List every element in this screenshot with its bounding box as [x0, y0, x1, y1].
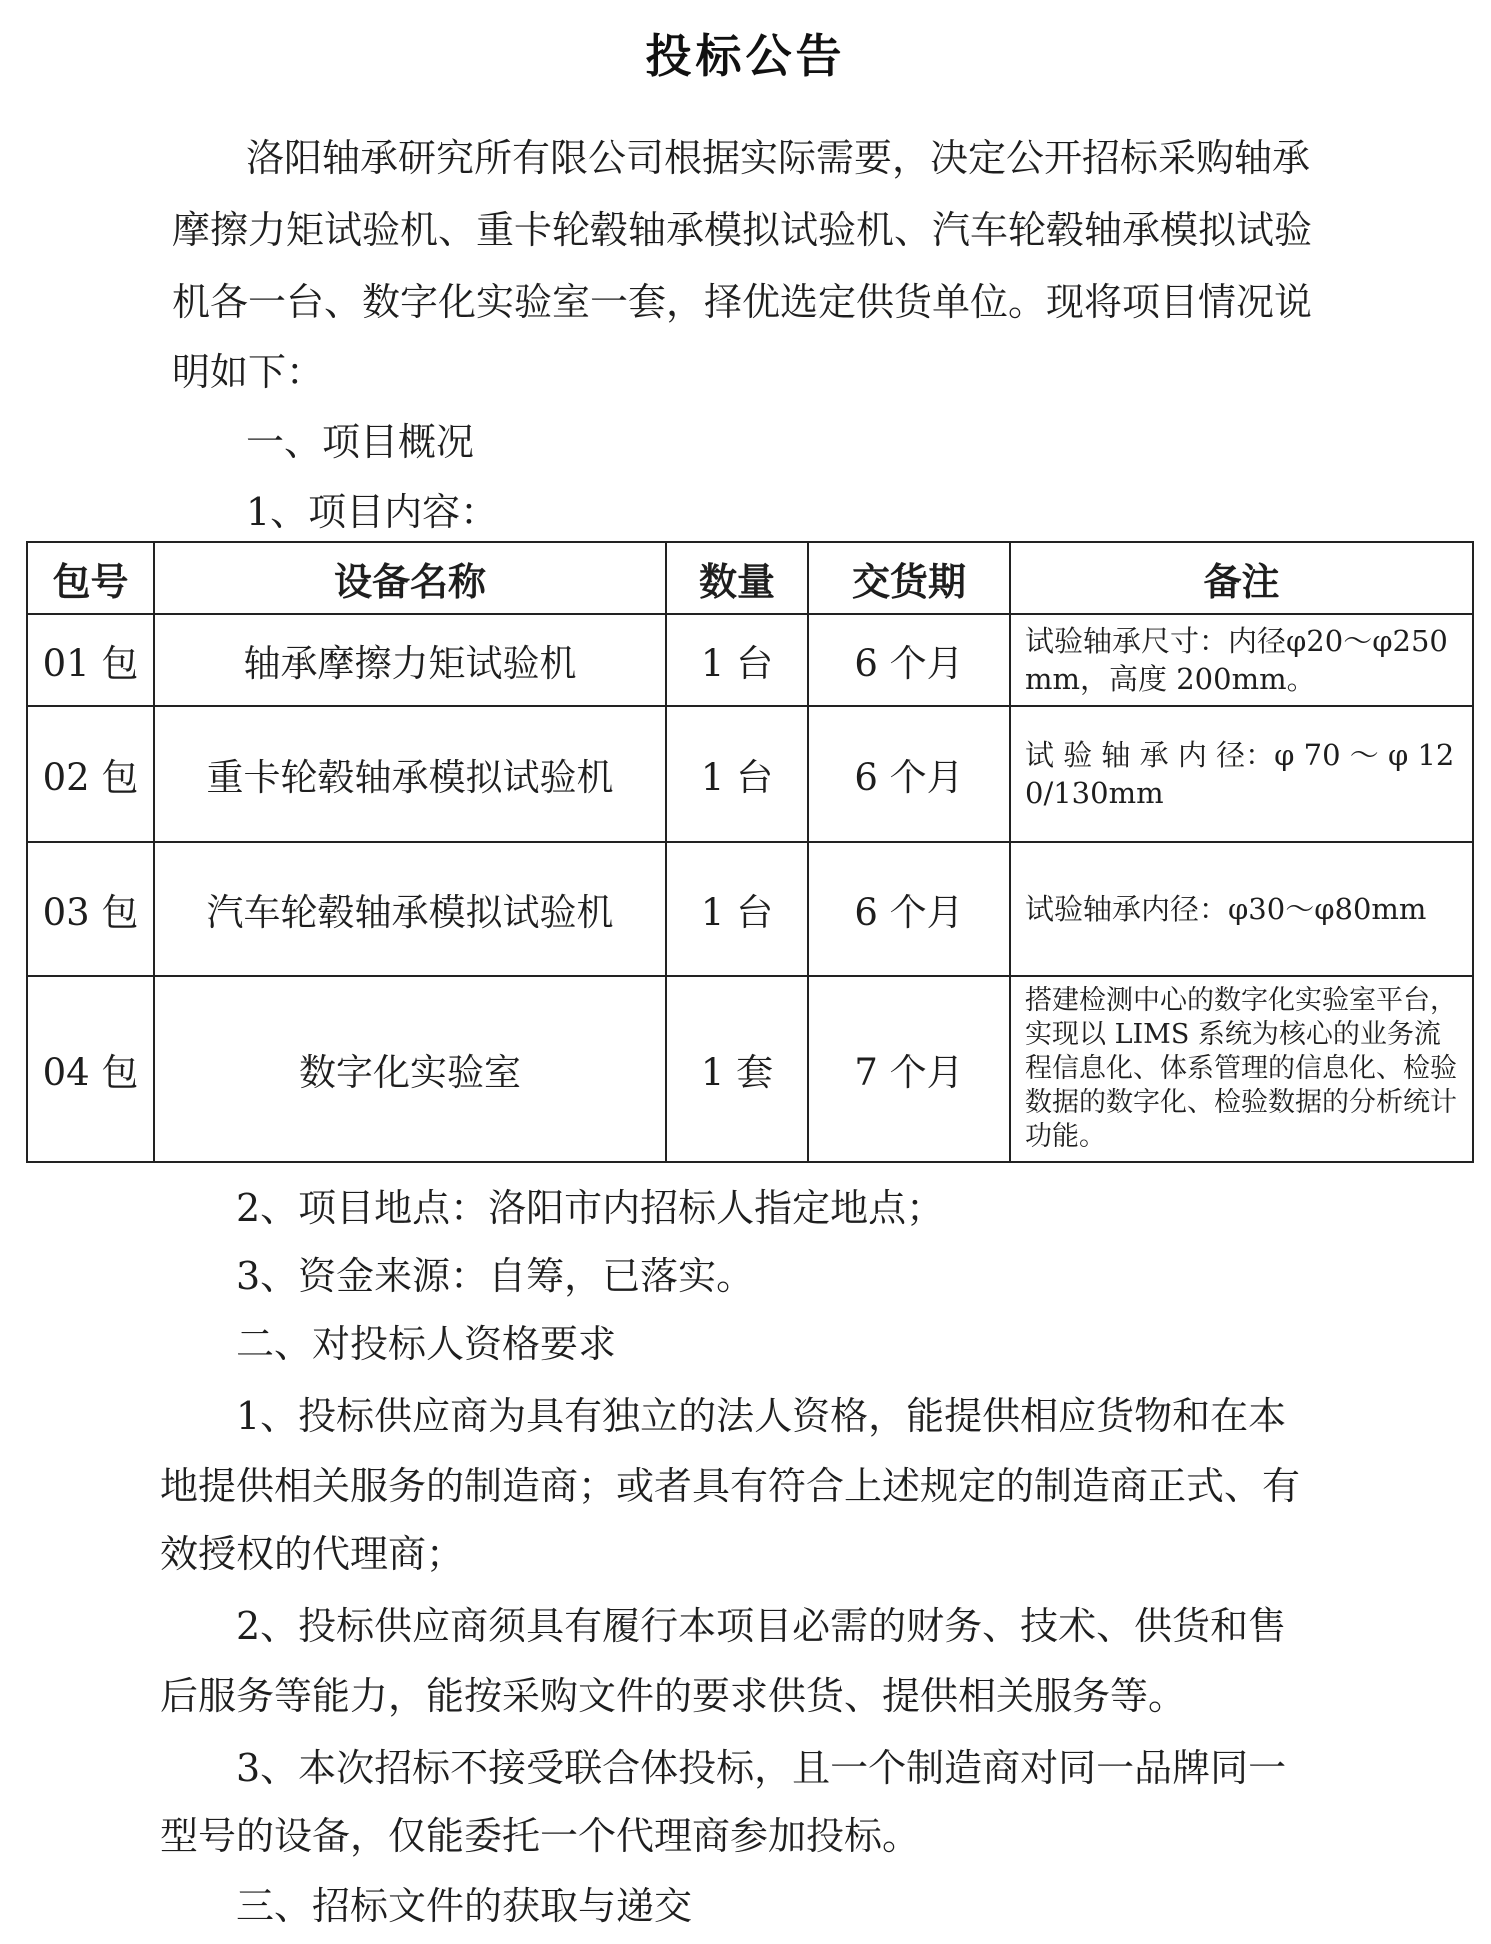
cell-package: 01 包 — [27, 614, 154, 706]
cell-delivery: 7 个月 — [808, 976, 1010, 1162]
cell-remarks: 试 验 轴 承 内 径：φ 70 ～ φ 120/130mm — [1010, 706, 1473, 842]
intro-line: 机各一台、数字化实验室一套，择优选定供货单位。现将项目情况说 — [172, 280, 1313, 324]
requirement-line: 后服务等能力，能按采购文件的要求供货、提供相关服务等。 — [160, 1674, 1187, 1718]
header-package: 包号 — [27, 542, 154, 614]
cell-equipment: 重卡轮毂轴承模拟试验机 — [154, 706, 666, 842]
requirement-line: 地提供相关服务的制造商；或者具有符合上述规定的制造商正式、有 — [160, 1464, 1301, 1508]
cell-delivery: 6 个月 — [808, 842, 1010, 976]
item-location: 2、项目地点：洛阳市内招标人指定地点； — [236, 1186, 945, 1230]
cell-delivery: 6 个月 — [808, 614, 1010, 706]
intro-line: 洛阳轴承研究所有限公司根据实际需要，决定公开招标采购轴承 — [246, 136, 1311, 180]
cell-quantity: 1 台 — [666, 842, 808, 976]
requirement-line: 型号的设备，仅能委托一个代理商参加投标。 — [160, 1814, 921, 1858]
item-heading-content: 1、项目内容： — [246, 490, 499, 534]
requirement-line: 效授权的代理商； — [160, 1532, 465, 1576]
cell-remarks: 搭建检测中心的数字化实验室平台，实现以 LIMS 系统为核心的业务流程信息化、体系管理的信息化、检验数据的数字化、检验数据的分析统计功能。 — [1010, 976, 1473, 1162]
table-row — [27, 842, 1473, 976]
table-row — [27, 614, 1473, 706]
cell-quantity: 1 台 — [666, 706, 808, 842]
requirement-line: 3、本次招标不接受联合体投标，且一个制造商对同一品牌同一 — [236, 1746, 1287, 1790]
section-heading-qualification: 二、对投标人资格要求 — [236, 1322, 617, 1366]
table-row — [27, 706, 1473, 842]
cell-equipment: 数字化实验室 — [154, 976, 666, 1162]
header-equipment: 设备名称 — [154, 542, 666, 614]
requirement-line: 2、投标供应商须具有履行本项目必需的财务、技术、供货和售 — [236, 1604, 1287, 1648]
intro-line: 摩擦力矩试验机、重卡轮毂轴承模拟试验机、汽车轮毂轴承模拟试验 — [172, 208, 1313, 252]
cell-quantity: 1 套 — [666, 976, 808, 1162]
item-funding: 3、资金来源：自筹，已落实。 — [236, 1254, 755, 1298]
header-delivery: 交货期 — [808, 542, 1010, 614]
section-heading-documents: 三、招标文件的获取与递交 — [236, 1884, 693, 1928]
cell-package: 03 包 — [27, 842, 154, 976]
table-row — [27, 976, 1473, 1162]
cell-quantity: 1 台 — [666, 614, 808, 706]
project-table — [26, 541, 1474, 1163]
cell-equipment: 轴承摩擦力矩试验机 — [154, 614, 666, 706]
table-header-row — [27, 542, 1473, 614]
cell-remarks: 试验轴承内径：φ30～φ80mm — [1010, 842, 1473, 976]
requirement-line: 1、投标供应商为具有独立的法人资格，能提供相应货物和在本 — [236, 1394, 1287, 1438]
cell-delivery: 6 个月 — [808, 706, 1010, 842]
page-title: 投标公告 — [645, 29, 846, 83]
header-quantity: 数量 — [666, 542, 808, 614]
cell-equipment: 汽车轮毂轴承模拟试验机 — [154, 842, 666, 976]
cell-package: 04 包 — [27, 976, 154, 1162]
cell-remarks: 试验轴承尺寸：内径φ20～φ250mm，高度 200mm。 — [1010, 614, 1473, 706]
section-heading-overview: 一、项目概况 — [246, 420, 475, 464]
cell-package: 02 包 — [27, 706, 154, 842]
header-remarks: 备注 — [1010, 542, 1473, 614]
intro-line: 明如下： — [172, 350, 325, 394]
